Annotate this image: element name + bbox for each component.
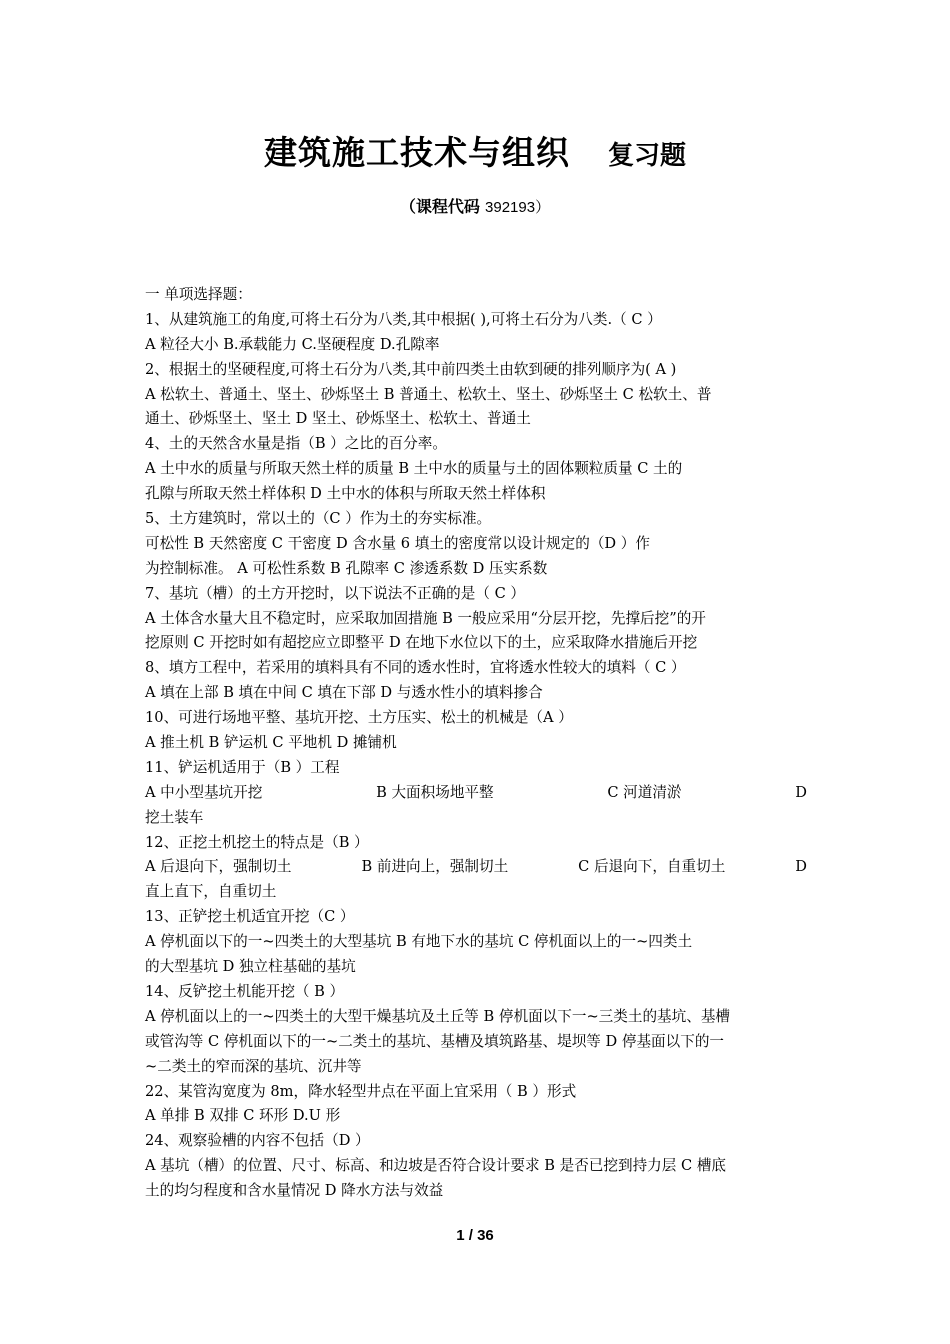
text-line: A 单排 B 双排 C 环形 D.U 形 — [145, 1107, 341, 1125]
text-line: 14、反铲挖土机能开挖（ B ） — [145, 982, 345, 1000]
text-line: 12、正挖土机挖土的特点是（B ） — [145, 833, 369, 851]
q11-options-line — [145, 781, 807, 806]
text-line: 8、填方工程中，若采用的填料具有不同的透水性时，宜将透水性较大的填料（ C ） — [145, 659, 686, 677]
text-line: 通土、砂烁坚土、坚土 D 坚土、砂烁坚土、松软土、普通土 — [145, 410, 531, 428]
text-line: A 填在上部 B 填在中间 C 填在下部 D 与透水性小的填料掺合 — [145, 684, 543, 702]
course-code-value: 392193） — [485, 199, 551, 216]
text-line: 13、正铲挖土机适宜开挖（C ） — [145, 908, 355, 926]
text-line: 7、基坑（槽）的土方开挖时，以下说法不正确的是（ C ） — [145, 584, 525, 602]
text-line: 挖原则 C 开挖时如有超挖应立即整平 D 在地下水位以下的土，应采取降水措施后开挖 — [145, 634, 698, 652]
q12-options-line — [145, 855, 807, 880]
option-text: A 后退向下，强制切土 — [145, 858, 292, 876]
option-text: A 中小型基坑开挖 — [145, 783, 263, 801]
page-number: 1 / 36 — [456, 1227, 494, 1244]
option-text: C 后退向下，自重切土 — [578, 858, 726, 876]
text-line: 1、从建筑施工的角度,可将土石分为八类,其中根据( ),可将土石分为八类.（ C ） — [145, 310, 662, 328]
text-line: 可松性 B 天然密度 C 干密度 D 含水量 6 填土的密度常以设计规定的（D ）作 — [145, 534, 650, 552]
option-text: D — [795, 858, 807, 876]
course-code-label: （课程代码 — [399, 197, 480, 216]
text-line: 一 单项选择题： — [145, 286, 252, 303]
option-text: B 大面积场地平整 — [376, 783, 494, 801]
text-line: 土的均匀程度和含水量情况 D 降水方法与效益 — [145, 1182, 444, 1200]
document-title — [0, 128, 950, 184]
text-line: 22、某管沟宽度为 8m，降水轻型井点在平面上宜采用（ B ）形式 — [145, 1082, 577, 1100]
text-line: 24、观察验槽的内容不包括（D ） — [145, 1132, 370, 1150]
text-line: 2、根据土的坚硬程度,可将土石分为八类,其中前四类土由软到硬的排列顺序为( A ) — [145, 360, 677, 378]
text-line: 5、土方建筑时，常以土的（C ）作为土的夯实标准。 — [145, 510, 492, 528]
text-line: 的大型基坑 D 独立柱基础的基坑 — [145, 958, 356, 976]
text-line: A 停机面以上的一~四类土的大型干燥基坑及土丘等 B 停机面以下一~三类土的基坑、基槽 — [145, 1007, 731, 1025]
text-line: A 基坑（槽）的位置、尺寸、标高、和边坡是否符合设计要求 B 是否已挖到持力层 C 槽底 — [145, 1157, 727, 1175]
option-text: D — [795, 783, 807, 801]
text-line: 挖土装车 — [145, 808, 204, 826]
title-main: 建筑施工技术与组织 — [263, 133, 570, 172]
text-line: 孔隙与所取天然土样体积 D 土中水的体积与所取天然土样体积 — [145, 485, 546, 503]
text-line: ~二类土的窄而深的基坑、沉井等 — [145, 1057, 362, 1075]
title-sub: 复习题 — [607, 141, 686, 171]
option-text: C 河道清淤 — [607, 783, 682, 801]
text-line: A 土体含水量大且不稳定时，应采取加固措施 B 一般应采用“分层开挖，先撑后挖”的开 — [145, 609, 706, 627]
text-line: 为控制标准。 A 可松性系数 B 孔隙率 C 渗透系数 D 压实系数 — [145, 559, 548, 577]
text-line: A 推土机 B 铲运机 C 平地机 D 摊铺机 — [145, 734, 397, 752]
text-line: 10、可进行场地平整、基坑开挖、土方压实、松土的机械是（A ） — [145, 709, 573, 727]
text-line: A 粒径大小 B.承载能力 C.坚硬程度 D.孔隙率 — [145, 335, 440, 353]
text-line: A 停机面以下的一~四类土的大型基坑 B 有地下水的基坑 C 停机面以上的一~四类土 — [145, 933, 693, 951]
text-line: A 松软土、普通土、坚土、砂烁坚土 B 普通土、松软土、坚土、砂烁坚土 C 松软土、普 — [145, 385, 712, 403]
text-line: 直上直下，自重切土 — [145, 883, 277, 901]
text-line: 11、铲运机适用于（B ）工程 — [145, 758, 340, 776]
text-line: A 土中水的质量与所取天然土样的质量 B 土中水的质量与土的固体颗粒质量 C 土的 — [145, 460, 683, 478]
option-text: B 前进向上，强制切土 — [361, 858, 509, 876]
text-line: 或管沟等 C 停机面以下的一~二类土的基坑、基槽及填筑路基、堤坝等 D 停基面以下的一 — [145, 1032, 725, 1050]
text-line: 4、土的天然含水量是指（B ）之比的百分率。 — [145, 435, 447, 453]
course-code — [0, 193, 950, 222]
question-body — [145, 283, 807, 1204]
